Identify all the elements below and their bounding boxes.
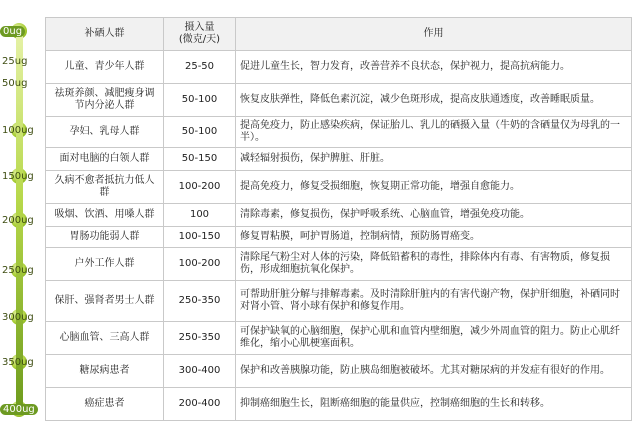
scale-tick: 250ug — [0, 264, 42, 278]
group-cell: 胃肠功能弱人群 — [46, 227, 164, 248]
effect-cell: 清除毒素，修复损伤，保护呼吸系统、心脑血管，增强免疫功能。 — [236, 204, 632, 227]
effect-cell: 可帮助肝脏分解与排解毒素。及时清除肝脏内的有害代谢产物，保护肝细胞，补硒同时对肾小管、肾小球有保护和修复作用。 — [236, 281, 632, 322]
effect-cell: 提高免疫力，修复受损细胞，恢复期正常功能，增强自愈能力。 — [236, 171, 632, 204]
amount-cell: 200-400 — [164, 388, 236, 421]
table-row — [46, 204, 632, 227]
scale-tick: 150ug — [0, 170, 42, 184]
group-cell: 儿童、青少年人群 — [46, 51, 164, 84]
effect-cell: 清除尾气粉尘对人体的污染，降低铅蓄积的毒性，排除体内有毒、有害物质，修复损伤，形成细胞抗氧化保护。 — [236, 248, 632, 281]
group-cell: 保肝、强肾者男士人群 — [46, 281, 164, 322]
amount-cell: 250-350 — [164, 322, 236, 355]
scale-tick: 50ug — [2, 78, 28, 89]
scale-tick: 100ug — [0, 124, 42, 138]
amount-cell: 100-150 — [164, 227, 236, 248]
effect-cell: 抑制癌细胞生长，阻断癌细胞的能量供应，控制癌细胞的生长和转移。 — [236, 388, 632, 421]
scale-tick: 350ug — [0, 356, 42, 370]
group-cell: 心脑血管、三高人群 — [46, 322, 164, 355]
effect-cell: 修复胃粘膜，呵护胃肠道，控制病情，预防肠胃癌变。 — [236, 227, 632, 248]
header-effect: 作用 — [236, 18, 632, 51]
amount-cell: 50-100 — [164, 117, 236, 148]
group-cell: 户外工作人群 — [46, 248, 164, 281]
amount-cell: 100 — [164, 204, 236, 227]
group-cell: 糖尿病患者 — [46, 355, 164, 388]
amount-cell: 50-150 — [164, 148, 236, 171]
table-row — [46, 322, 632, 355]
header-amount-line2: (微克/天) — [178, 34, 221, 45]
amount-cell: 25-50 — [164, 51, 236, 84]
table-row — [46, 248, 632, 281]
group-cell: 吸烟、饮酒、用嗓人群 — [46, 204, 164, 227]
scale-tick: 400ug — [0, 403, 42, 417]
effect-cell: 提高免疫力，防止感染疾病，保证胎儿、乳儿的硒摄入量（牛奶的含硒量仅为母乳的一半）。 — [236, 117, 632, 148]
amount-cell: 100-200 — [164, 248, 236, 281]
amount-cell: 100-200 — [164, 171, 236, 204]
header-group: 补硒人群 — [46, 18, 164, 51]
effect-cell: 保护和改善胰腺功能，防止胰岛细胞被破坏。尤其对糖尿病的并发症有很好的作用。 — [236, 355, 632, 388]
amount-cell: 300-400 — [164, 355, 236, 388]
table-header-row — [46, 18, 632, 51]
table-row — [46, 117, 632, 148]
header-amount-line1: 摄入量 — [184, 22, 215, 33]
effect-cell: 可保护缺氧的心脑细胞，保护心肌和血管内壁细胞，减少外周血管的阻力。防止心肌纤维化，缩小心肌梗塞面积。 — [236, 322, 632, 355]
table-row — [46, 227, 632, 248]
effect-cell: 促进儿童生长，智力发育，改善营养不良状态，保护视力，提高抗病能力。 — [236, 51, 632, 84]
effect-cell: 减轻辐射损伤，保护脾脏、肝脏。 — [236, 148, 632, 171]
group-cell: 久病不愈者抵抗力低人群 — [46, 171, 164, 204]
header-amount — [164, 18, 236, 51]
table-row — [46, 51, 632, 84]
table-row — [46, 355, 632, 388]
scale-tick: 0ug — [0, 25, 42, 39]
amount-cell: 50-100 — [164, 84, 236, 117]
group-cell: 癌症患者 — [46, 388, 164, 421]
group-cell: 祛斑养颜、减肥瘦身调节内分泌人群 — [46, 84, 164, 117]
amount-cell: 250-350 — [164, 281, 236, 322]
table-row — [46, 84, 632, 117]
selenium-intake-table — [45, 17, 631, 421]
table-row — [46, 148, 632, 171]
scale-tick: 25ug — [2, 56, 28, 67]
group-cell: 孕妇、乳母人群 — [46, 117, 164, 148]
table-row — [46, 281, 632, 322]
group-cell: 面对电脑的白领人群 — [46, 148, 164, 171]
scale-tick: 200ug — [0, 214, 42, 228]
table-row — [46, 171, 632, 204]
table-row — [46, 388, 632, 421]
effect-cell: 恢复皮肤弹性，降低色素沉淀，减少色斑形成，提高皮肤通透度，改善睡眠质量。 — [236, 84, 632, 117]
scale-tick: 300ug — [0, 311, 42, 325]
